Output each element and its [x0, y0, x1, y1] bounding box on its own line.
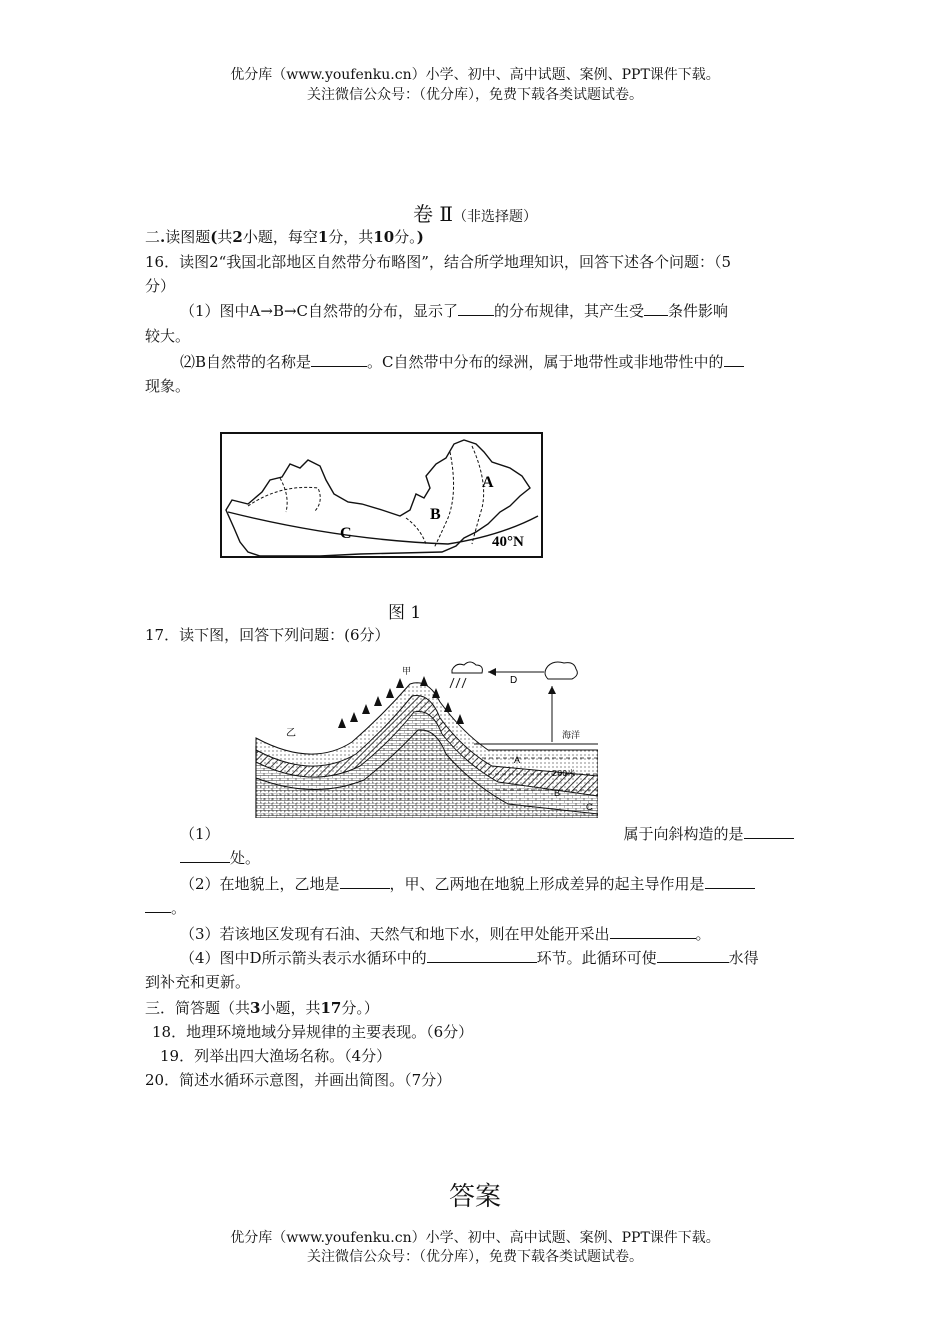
label-d: D [510, 675, 518, 686]
label-c: C [586, 802, 593, 812]
q17-part2-line2: 。 [145, 896, 810, 920]
blank [724, 352, 744, 367]
q20: 20．简述水循环示意图，并画出简图。（7分） [145, 1071, 452, 1089]
blank [610, 924, 696, 939]
answer-title: 答案 [448, 1182, 501, 1212]
map-figure [220, 432, 544, 559]
q18: 18．地理环境地域分异规律的主要表现。（6分） [152, 1023, 474, 1041]
blank [705, 874, 755, 889]
label-jia: 甲 [402, 667, 412, 677]
map-label-a: A [482, 474, 494, 491]
part2-heading: 二.读图题(共2小题，每空1分，共10分。) [145, 228, 424, 246]
q17-part4-line1: （4）图中D所示箭头表示水循环中的 环节。此循环可使 水得 [180, 949, 759, 967]
label-b: B [554, 788, 561, 798]
footer-line-1: 优分库（www.youfenku.cn）小学、初中、高中试题、案例、PPT课件下载。 [230, 1230, 720, 1246]
blank [644, 301, 668, 316]
blank [145, 898, 171, 913]
q17-stem: 17．读下图，回答下列问题：(6分） [145, 626, 390, 644]
q16-part2-line1: ⑵B自然带的名称是 。C自然带中分布的绿洲，属于地带性或非地带性中的 [180, 350, 845, 374]
header-line-2: 关注微信公众号：（优分库），免费下载各类试题试卷。 [307, 87, 643, 103]
blank [657, 948, 729, 963]
arrow-d-head [488, 668, 496, 676]
blank [744, 824, 794, 839]
map-label-lat: 40°N [492, 534, 524, 550]
blank [427, 948, 537, 963]
map-label-c: C [340, 525, 352, 542]
label-yi: 乙 [286, 728, 296, 739]
figure-caption: 图 1 [388, 603, 422, 623]
q17-part1-line2: 处。 [180, 846, 845, 870]
footer-line-2: 关注微信公众号：（优分库），免费下载各类试题试卷。 [307, 1249, 643, 1265]
q17-part2-line1: （2）在地貌上，乙地是 ，甲、乙两地在地貌上形成差异的起主导作用是 [180, 872, 845, 896]
q16-part2-line2: 现象。 [145, 377, 191, 395]
q17-part1-line1: （1） 属于向斜构造的是 [180, 822, 845, 846]
blank [180, 848, 230, 863]
label-depth: 200米 [552, 769, 576, 778]
q16-stem-line2: 分） [145, 277, 176, 295]
q16-stem-line1: 16．读图2“我国北部地区自然带分布略图”，结合所学地理知识，回答下述各个问题：（5 [145, 253, 732, 271]
q16-part1-line2: 较大。 [145, 327, 191, 345]
label-a: A [514, 755, 521, 765]
evaporation-arrow-head [548, 686, 556, 694]
blank [340, 874, 390, 889]
section-title [0, 198, 950, 227]
geology-diagram [252, 658, 598, 818]
q17-part4-line2: 到补充和更新。 [145, 973, 251, 991]
blank [311, 352, 367, 367]
header-line-1: 优分库（www.youfenku.cn）小学、初中、高中试题、案例、PPT课件下载。 [230, 67, 720, 83]
section-title-main: 卷 Ⅱ [413, 202, 453, 226]
q16-part1-line1: （1）图中A→B→C自然带的分布，显示了 的分布规律，其产生受 条件影响 [180, 302, 729, 320]
q19: 19．列举出四大渔场名称。（4分） [160, 1047, 392, 1065]
part3-heading: 三．简答题（共3小题，共17分。） [145, 999, 379, 1017]
rain-cloud [450, 662, 482, 688]
blank [458, 301, 494, 316]
q17-part3: （3）若该地区发现有石油、天然气和地下水，则在甲处能开采出 。 [180, 925, 711, 943]
label-ocean: 海洋 [562, 731, 581, 741]
map-label-b: B [430, 506, 441, 523]
section-title-sub: （非选择题） [452, 209, 537, 225]
sea-cloud [545, 662, 577, 679]
